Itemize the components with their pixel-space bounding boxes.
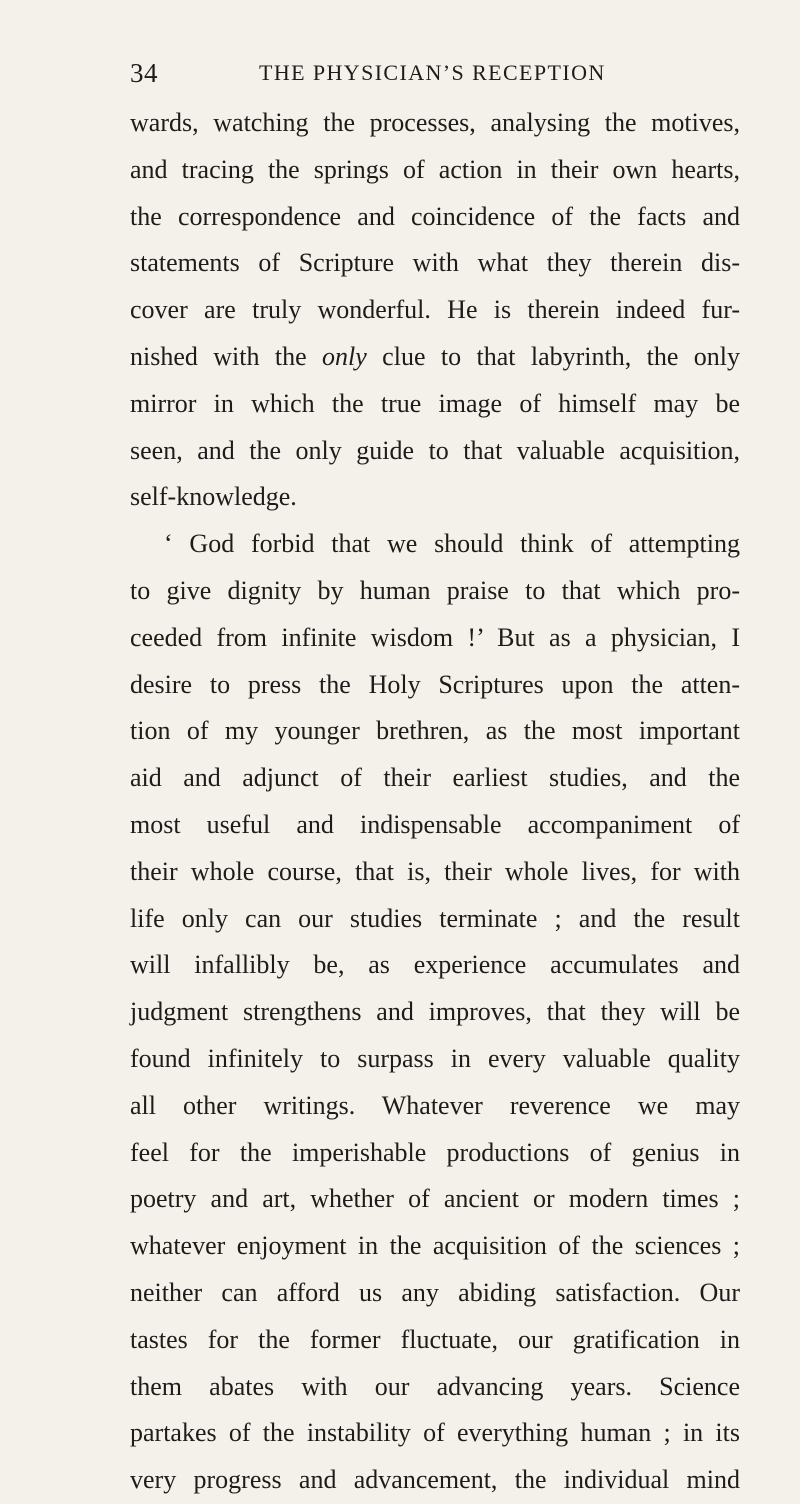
emphasized-word: only — [322, 341, 367, 371]
text-line: poetry and art, whether of ancient or modern times ; — [130, 1184, 740, 1214]
text-line — [130, 334, 740, 381]
text-line: to give dignity by human praise to that which pro- — [130, 575, 740, 605]
text-segment: clue to that labyrinth, the only — [366, 341, 740, 371]
text-line: their whole course, that is, their whole lives, for with — [130, 856, 740, 886]
body-text — [130, 100, 740, 1504]
page-header — [130, 58, 740, 98]
text-line: self-knowledge. — [130, 482, 297, 512]
text-line: partakes of the instability of everything human ; in its — [130, 1418, 740, 1448]
text-line: tion of my younger brethren, as the most important — [130, 716, 740, 746]
text-line: the correspondence and coincidence of the facts and — [130, 201, 740, 231]
text-line: judgment strengthens and improves, that they will be — [130, 997, 740, 1027]
text-line: aid and adjunct of their earliest studies, and the — [130, 763, 740, 793]
text-line: very progress and advancement, the individual mind — [130, 1465, 740, 1495]
text-line: found infinitely to surpass in every valuable quality — [130, 1043, 740, 1073]
text-line: cover are truly wonderful. He is therein indeed fur- — [130, 295, 740, 325]
page-number: 34 — [130, 58, 158, 88]
text-line: wards, watching the processes, analysing the motives, — [130, 108, 740, 137]
text-line: life only can our studies terminate ; and the result — [130, 903, 740, 933]
text-line: neither can afford us any abiding satisfaction. Our — [130, 1277, 740, 1307]
running-head: THE PHYSICIAN’S RECEPTION — [259, 60, 606, 85]
text-line: and tracing the springs of action in their own hearts, — [130, 154, 740, 184]
text-line: ceeded from infinite wisdom !’ But as a physician, I — [130, 622, 740, 652]
text-line: feel for the imperishable productions of genius in — [130, 1137, 740, 1167]
text-line: desire to press the Holy Scriptures upon the atten- — [130, 669, 740, 699]
text-line: all other writings. Whatever reverence we may — [130, 1090, 740, 1120]
text-line: whatever enjoyment in the acquisition of the sciences ; — [130, 1231, 740, 1261]
text-line: tastes for the former fluctuate, our gratification in — [130, 1324, 740, 1354]
text-line: seen, and the only guide to that valuable acquisition, — [130, 435, 740, 465]
text-line: most useful and indispensable accompaniment of — [130, 809, 740, 839]
text-segment: nished with the — [130, 341, 323, 371]
text-line: them abates with our advancing years. Science — [130, 1371, 740, 1401]
text-line: will infallibly be, as experience accumulates and — [130, 950, 740, 980]
text-line: statements of Scripture with what they therein dis- — [130, 248, 740, 278]
text-line: ‘ God forbid that we should think of attempting — [164, 529, 740, 559]
text-line: mirror in which the true image of himself may be — [130, 388, 740, 418]
